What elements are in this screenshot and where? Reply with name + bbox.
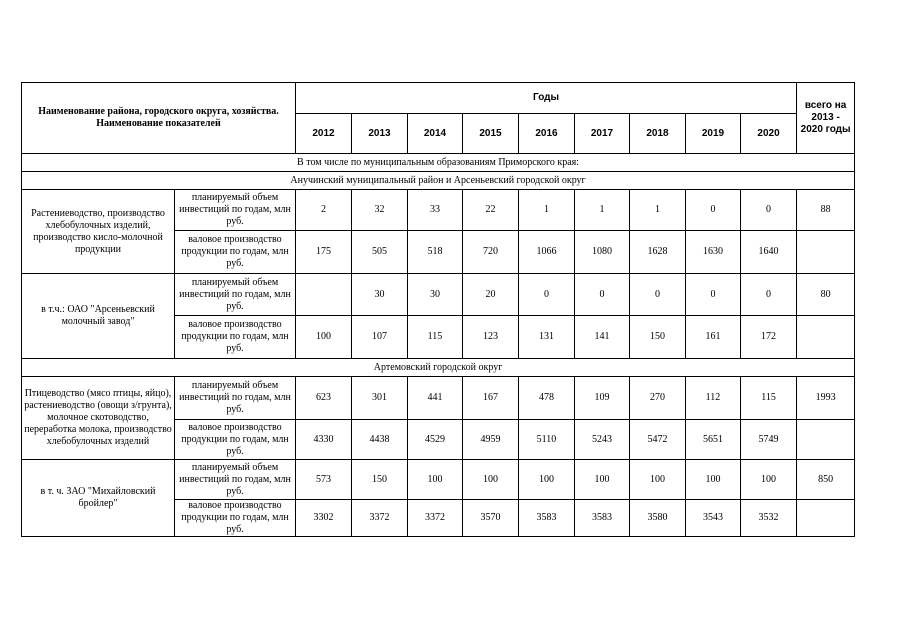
value-cell-2017: 5243 xyxy=(575,420,630,460)
section-title: Анучинский муниципальный район и Арсеньевский городской округ xyxy=(22,172,855,190)
value-cell-2016: 1 xyxy=(519,190,575,231)
value-cell-2018: 150 xyxy=(630,316,686,359)
indicator-label: планируемый объем инвестиций по годам, млн руб. xyxy=(175,274,296,316)
value-cell-2012: 175 xyxy=(296,231,352,274)
value-cell-2014: 100 xyxy=(408,460,463,500)
value-cell-2013: 4438 xyxy=(352,420,408,460)
table-row xyxy=(22,377,855,420)
value-cell-2017: 109 xyxy=(575,377,630,420)
value-cell-2013: 505 xyxy=(352,231,408,274)
value-cell-2012: 4330 xyxy=(296,420,352,460)
value-cell-2019: 112 xyxy=(686,377,741,420)
indicator-label: планируемый объем инвестиций по годам, млн руб. xyxy=(175,460,296,500)
value-cell-2018: 3580 xyxy=(630,500,686,537)
value-cell-2020: 172 xyxy=(741,316,797,359)
value-cell-2012: 2 xyxy=(296,190,352,231)
value-cell-2017: 100 xyxy=(575,460,630,500)
total-cell: 850 xyxy=(797,460,855,500)
year-header-2013: 2013 xyxy=(352,114,408,154)
value-cell-2012 xyxy=(296,274,352,316)
value-cell-2018: 0 xyxy=(630,274,686,316)
entity-name: Растениеводство, производство хлебобулочных изделий, производство кисло-молочной продукции xyxy=(22,190,175,274)
value-cell-2019: 0 xyxy=(686,190,741,231)
value-cell-2020: 5749 xyxy=(741,420,797,460)
value-cell-2013: 3372 xyxy=(352,500,408,537)
indicator-label: валовое производство продукции по годам, млн руб. xyxy=(175,316,296,359)
value-cell-2017: 0 xyxy=(575,274,630,316)
value-cell-2018: 100 xyxy=(630,460,686,500)
value-cell-2017: 3583 xyxy=(575,500,630,537)
value-cell-2019: 161 xyxy=(686,316,741,359)
value-cell-2012: 100 xyxy=(296,316,352,359)
value-cell-2014: 3372 xyxy=(408,500,463,537)
value-cell-2017: 1080 xyxy=(575,231,630,274)
section-title: Артемовский городской округ xyxy=(22,359,855,377)
name-column-header: Наименование района, городского округа, хозяйства. Наименование показателей xyxy=(22,83,296,154)
value-cell-2015: 20 xyxy=(463,274,519,316)
value-cell-2018: 1628 xyxy=(630,231,686,274)
value-cell-2019: 3543 xyxy=(686,500,741,537)
year-header-2014: 2014 xyxy=(408,114,463,154)
value-cell-2013: 107 xyxy=(352,316,408,359)
value-cell-2013: 150 xyxy=(352,460,408,500)
year-header-2015: 2015 xyxy=(463,114,519,154)
table-row xyxy=(22,274,855,316)
value-cell-2016: 131 xyxy=(519,316,575,359)
entity-name: в т.ч.: ОАО "Арсеньевский молочный завод" xyxy=(22,274,175,359)
entity-name: в т. ч. ЗАО "Михайловский бройлер" xyxy=(22,460,175,537)
value-cell-2015: 22 xyxy=(463,190,519,231)
value-cell-2013: 301 xyxy=(352,377,408,420)
value-cell-2014: 4529 xyxy=(408,420,463,460)
total-column-header: всего на 2013 - 2020 годы xyxy=(797,83,855,154)
value-cell-2014: 33 xyxy=(408,190,463,231)
total-cell: 88 xyxy=(797,190,855,231)
value-cell-2017: 1 xyxy=(575,190,630,231)
value-cell-2015: 3570 xyxy=(463,500,519,537)
indicator-label: планируемый объем инвестиций по годам, млн руб. xyxy=(175,377,296,420)
value-cell-2015: 4959 xyxy=(463,420,519,460)
value-cell-2014: 518 xyxy=(408,231,463,274)
value-cell-2015: 720 xyxy=(463,231,519,274)
value-cell-2020: 100 xyxy=(741,460,797,500)
value-cell-2020: 1640 xyxy=(741,231,797,274)
years-group-header: Годы xyxy=(296,83,797,114)
indicator-label: планируемый объем инвестиций по годам, млн руб. xyxy=(175,190,296,231)
value-cell-2016: 0 xyxy=(519,274,575,316)
value-cell-2017: 141 xyxy=(575,316,630,359)
value-cell-2015: 123 xyxy=(463,316,519,359)
year-header-2017: 2017 xyxy=(575,114,630,154)
table-row xyxy=(22,190,855,231)
year-header-2019: 2019 xyxy=(686,114,741,154)
total-cell xyxy=(797,231,855,274)
value-cell-2016: 478 xyxy=(519,377,575,420)
value-cell-2016: 5110 xyxy=(519,420,575,460)
year-header-2018: 2018 xyxy=(630,114,686,154)
total-cell xyxy=(797,420,855,460)
value-cell-2016: 3583 xyxy=(519,500,575,537)
value-cell-2016: 100 xyxy=(519,460,575,500)
year-header-2016: 2016 xyxy=(519,114,575,154)
indicator-label: валовое производство продукции по годам, млн руб. xyxy=(175,231,296,274)
value-cell-2012: 3302 xyxy=(296,500,352,537)
value-cell-2018: 5472 xyxy=(630,420,686,460)
value-cell-2019: 0 xyxy=(686,274,741,316)
intro-row: В том числе по муниципальным образованиям Приморского края: xyxy=(22,154,855,172)
total-cell xyxy=(797,500,855,537)
value-cell-2015: 167 xyxy=(463,377,519,420)
value-cell-2012: 573 xyxy=(296,460,352,500)
total-cell: 80 xyxy=(797,274,855,316)
value-cell-2019: 5651 xyxy=(686,420,741,460)
value-cell-2020: 0 xyxy=(741,190,797,231)
value-cell-2020: 0 xyxy=(741,274,797,316)
value-cell-2016: 1066 xyxy=(519,231,575,274)
value-cell-2015: 100 xyxy=(463,460,519,500)
investment-table xyxy=(21,82,855,537)
indicator-label: валовое производство продукции по годам, млн руб. xyxy=(175,420,296,460)
value-cell-2014: 115 xyxy=(408,316,463,359)
value-cell-2018: 1 xyxy=(630,190,686,231)
indicator-label: валовое производство продукции по годам, млн руб. xyxy=(175,500,296,537)
total-cell: 1993 xyxy=(797,377,855,420)
table-row xyxy=(22,460,855,500)
total-cell xyxy=(797,316,855,359)
year-header-2020: 2020 xyxy=(741,114,797,154)
year-header-2012: 2012 xyxy=(296,114,352,154)
value-cell-2013: 30 xyxy=(352,274,408,316)
value-cell-2013: 32 xyxy=(352,190,408,231)
value-cell-2020: 115 xyxy=(741,377,797,420)
value-cell-2018: 270 xyxy=(630,377,686,420)
value-cell-2012: 623 xyxy=(296,377,352,420)
value-cell-2019: 1630 xyxy=(686,231,741,274)
entity-name: Птицеводство (мясо птицы, яйцо), растениеводство (овощи з/грунта), молочное скотоводство, переработка молока, производство хлебобулочных изделий xyxy=(22,377,175,460)
value-cell-2014: 30 xyxy=(408,274,463,316)
value-cell-2020: 3532 xyxy=(741,500,797,537)
value-cell-2014: 441 xyxy=(408,377,463,420)
value-cell-2019: 100 xyxy=(686,460,741,500)
